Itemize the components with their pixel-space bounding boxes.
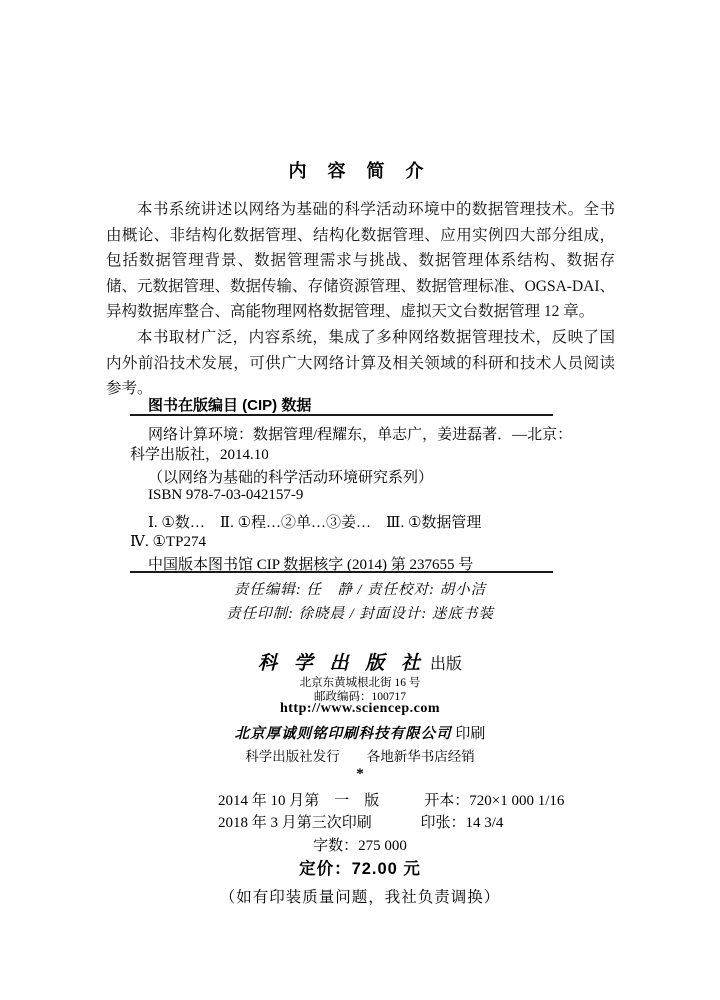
publisher-line [0, 648, 720, 675]
summary-paragraph-1: 本书系统讲述以网络为基础的科学活动环境中的数据管理技术。全书由概论、非结构化数据管理、结构化数据管理、应用实例四大部分组成，包括数据管理背景、数据管理需求与挑战、数据管理体系结构、数据存储、元数据管理、数据传输、存储资源管理、数据管理标准、OGSA-DAI、异构数据库整合、高能物理网格数据管理、虚拟天文台数据管理 12 章。 [106, 201, 615, 321]
page-title: 内 容 简 介 [288, 161, 432, 181]
cip-classification-line-2: Ⅳ. ①TP274 [130, 534, 206, 550]
quality-note: （如有印装质量问题，我社负责调换） [219, 889, 501, 906]
cip-publisher-line: 科学出版社，2014.10 [130, 447, 269, 463]
publisher-postcode: 邮政编码：100717 [314, 691, 406, 703]
printed-by-label: 印刷 [451, 726, 486, 742]
summary-paragraph-2: 本书取材广泛，内容系统，集成了多种网络数据管理技术，反映了国内外前沿技术发展，可供广大网络计算及相关领域的科研和技术人员阅读参考。 [106, 328, 615, 398]
publisher-logotype: 科 学 出 版 社 [258, 653, 427, 674]
edition-row-2: 2018 年 3 月第三次印刷 印张：14 3/4 [218, 815, 504, 831]
separator-star: * [356, 766, 364, 782]
cip-series-line: （以网络为基础的科学活动环境研究系列） [148, 470, 434, 486]
cip-registry-number: 中国版本图书馆 CIP 数据核字 (2014) 第 237655 号 [148, 557, 474, 573]
distribution-line: 科学出版社发行 各地新华书店经销 [245, 749, 475, 764]
cip-classification-line-1: Ⅰ. ①数… Ⅱ. ①程…②单…③姜… Ⅲ. ①数据管理 [148, 515, 482, 531]
printer-line [0, 722, 720, 743]
word-count: 字数：275 000 [313, 838, 407, 854]
price: 定价：72.00 元 [299, 860, 421, 878]
publisher-url: http://www.sciencep.com [279, 701, 441, 716]
cip-top-rule [130, 414, 553, 416]
edition-row-1: 2014 年 10 月第 一 版 开本：720×1 000 1/16 [218, 793, 565, 809]
cip-title-line: 网络计算环境：数据管理/程耀东，单志广，姜进磊著．—北京： [148, 427, 573, 443]
book-summary [106, 197, 615, 402]
cip-isbn: ISBN 978-7-03-042157-9 [148, 487, 304, 503]
credits-production: 责任印制: 徐晓晨 / 封面设计: 迷底书装 [226, 606, 494, 622]
credits-editors: 责任编辑: 任 静 / 责任校对: 胡小洁 [233, 582, 487, 598]
publisher-address: 北京东黄城根北街 16 号 [299, 677, 421, 689]
printer-logotype: 北京厚诚则铭印刷科技有限公司 [234, 726, 452, 742]
cip-bottom-rule [130, 571, 553, 573]
publish-label: 出版 [429, 656, 462, 673]
cip-heading: 图书在版编目 (CIP) 数据 [148, 397, 312, 414]
